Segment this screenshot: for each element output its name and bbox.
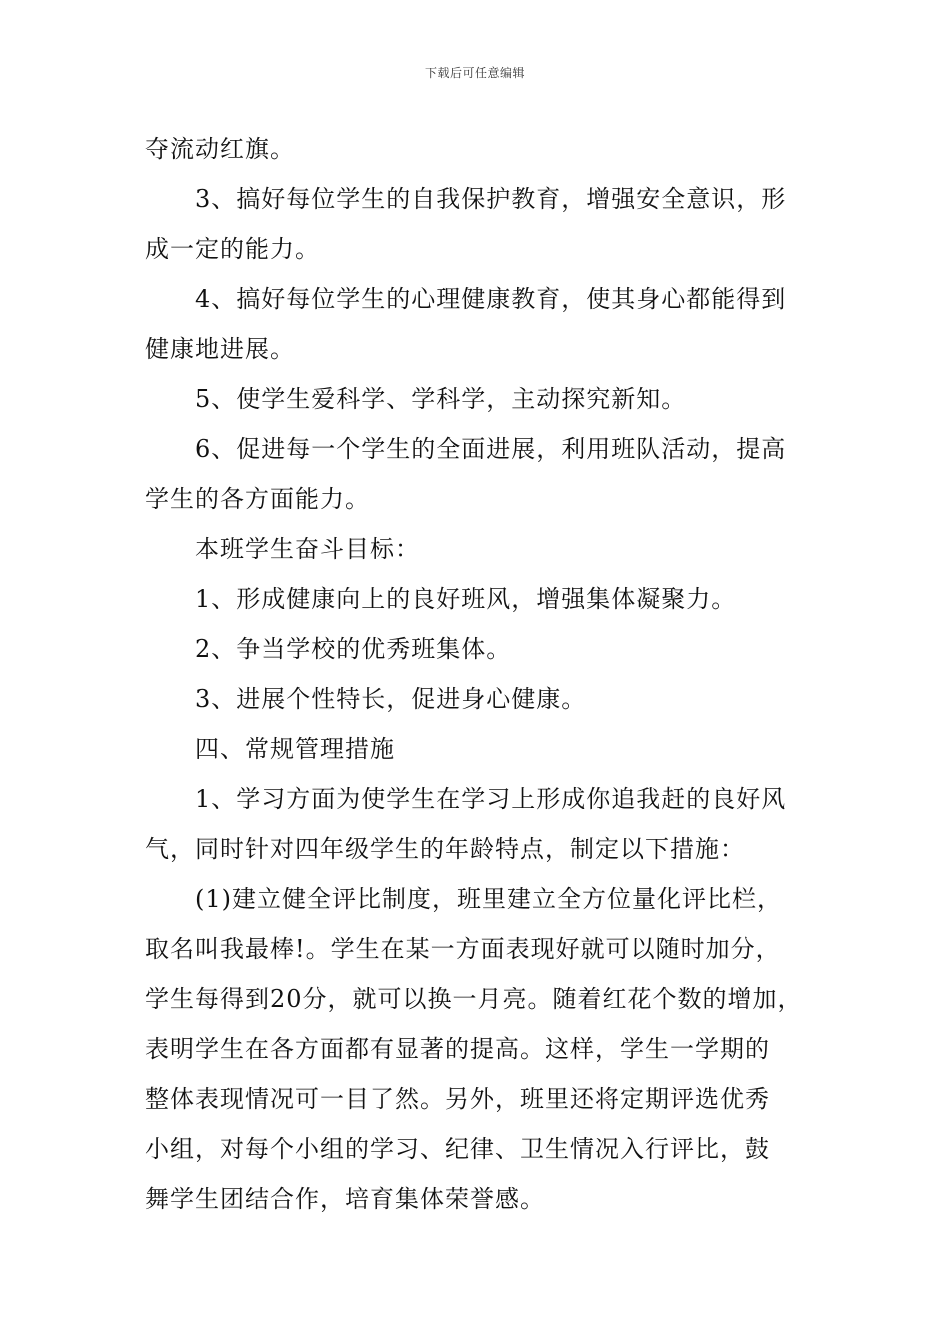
text-line: 1、学习方面为使学生在学习上形成你追我赶的良好风 <box>195 785 787 813</box>
document-body <box>145 124 810 1224</box>
text-line: 气，同时针对四年级学生的年龄特点，制定以下措施： <box>145 835 745 863</box>
text-line: 3、进展个性特长，促进身心健康。 <box>195 685 587 713</box>
text-line: 3、搞好每位学生的自我保护教育，增强安全意识，形 <box>195 185 787 213</box>
text-line: 学生每得到20分，就可以换一月亮。随着红花个数的增加， <box>145 985 803 1013</box>
text-line: 学生的各方面能力。 <box>145 485 370 513</box>
text-line: 4、搞好每位学生的心理健康教育，使其身心都能得到 <box>195 285 787 313</box>
text-line: 本班学生奋斗目标： <box>195 535 420 563</box>
text-line: 2、争当学校的优秀班集体。 <box>195 635 512 663</box>
text-line: (1)建立健全评比制度，班里建立全方位量化评比栏， <box>195 885 782 913</box>
text-line: 6、促进每一个学生的全面进展，利用班队活动，提高 <box>195 435 787 463</box>
text-line: 表明学生在各方面都有显著的提高。这样，学生一学期的 <box>145 1035 770 1063</box>
text-line: 成一定的能力。 <box>145 235 320 263</box>
text-line: 5、使学生爱科学、学科学，主动探究新知。 <box>195 385 687 413</box>
page-header: 下载后可任意编辑 <box>424 66 525 80</box>
text-line: 健康地进展。 <box>145 335 295 363</box>
text-line: 1、形成健康向上的良好班风，增强集体凝聚力。 <box>195 585 737 613</box>
text-line: 取名叫我最棒!。学生在某一方面表现好就可以随时加分， <box>145 935 781 963</box>
text-line: 整体表现情况可一目了然。另外，班里还将定期评选优秀 <box>145 1085 770 1113</box>
text-line: 夺流动红旗。 <box>145 135 295 163</box>
text-line: 舞学生团结合作，培育集体荣誉感。 <box>145 1185 545 1213</box>
text-line: 四、常规管理措施 <box>195 735 395 763</box>
text-line: 小组，对每个小组的学习、纪律、卫生情况入行评比，鼓 <box>145 1135 770 1163</box>
